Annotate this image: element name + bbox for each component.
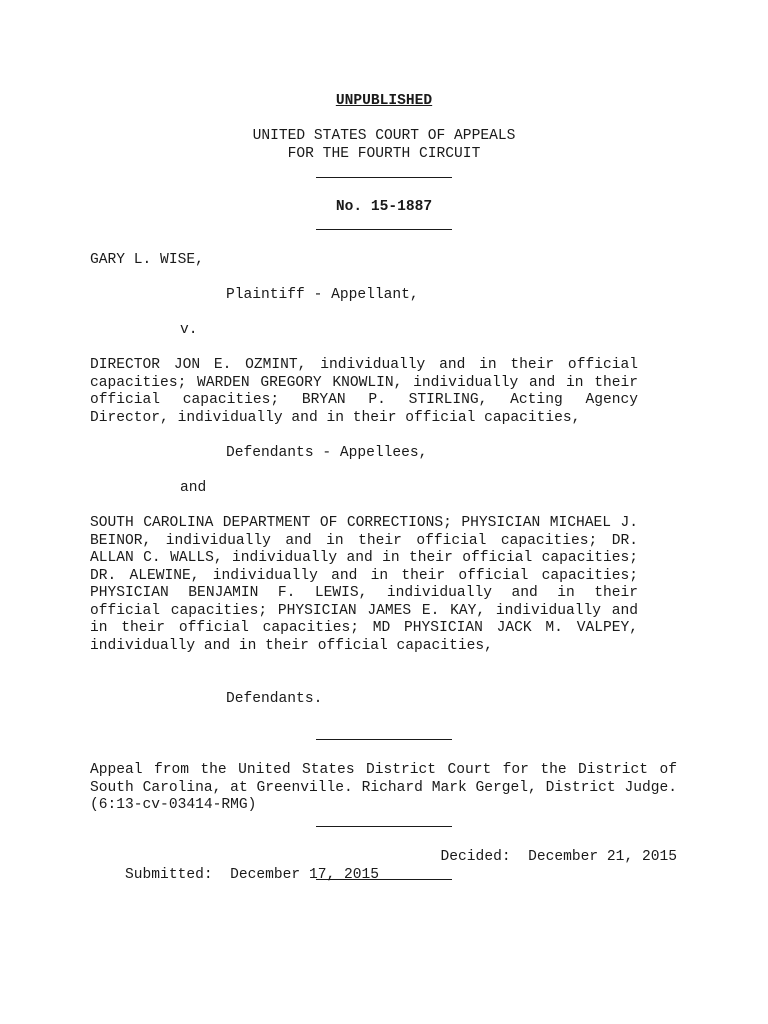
and-label: and [180, 480, 207, 496]
submitted-date: Submitted: December 17, 2015 [125, 866, 380, 883]
plaintiff-role: Plaintiff - Appellant, [226, 287, 419, 303]
court-name-line2: FOR THE FOURTH CIRCUIT [287, 146, 481, 162]
divider-rule [316, 739, 452, 740]
defendants-role: Defendants. [226, 691, 323, 707]
divider-rule [316, 826, 452, 827]
divider-rule [316, 879, 452, 880]
plaintiff-name: GARY L. WISE, [90, 252, 204, 268]
divider-rule [316, 177, 452, 178]
divider-rule [316, 229, 452, 230]
unpublished-label: UNPUBLISHED [335, 93, 433, 109]
decided-date: Decided: December 21, 2015 [440, 849, 677, 865]
appellee-defendants-list: DIRECTOR JON E. OZMINT, individually and in their official capacities; WARDEN GREGORY KNOWLIN, individually and in their official capacities; BRYAN P. STIRLING, Acting Agency Director, individually and in their official capacities, [90, 357, 638, 426]
case-number: No. 15-1887 [335, 199, 433, 215]
appeal-origin-text: Appeal from the United States District Court for the District of South Carolina, at Greenville. Richard Mark Gergel, District Judge. (6:13-cv-03414-RMG) [90, 762, 677, 813]
other-defendants-list: SOUTH CAROLINA DEPARTMENT OF CORRECTIONS; PHYSICIAN MICHAEL J. BEINOR, individually and in their official capacities; DR. ALLAN C. WALLS, individually and in their official capacities; DR. ALEWINE, individually and in their official capacities; PHYSICIAN BENJAMIN F. LEWIS, individually and in their official capacities; PHYSICIAN JAMES E. KAY, individually and in their official capacities; MD PHYSICIAN JACK M. VALPEY, individually and in their official capacities, [90, 515, 638, 654]
appellee-role: Defendants - Appellees, [226, 445, 428, 461]
court-name-line1: UNITED STATES COURT OF APPEALS [252, 128, 516, 144]
dates-line [90, 849, 677, 919]
versus-label: v. [180, 322, 198, 338]
